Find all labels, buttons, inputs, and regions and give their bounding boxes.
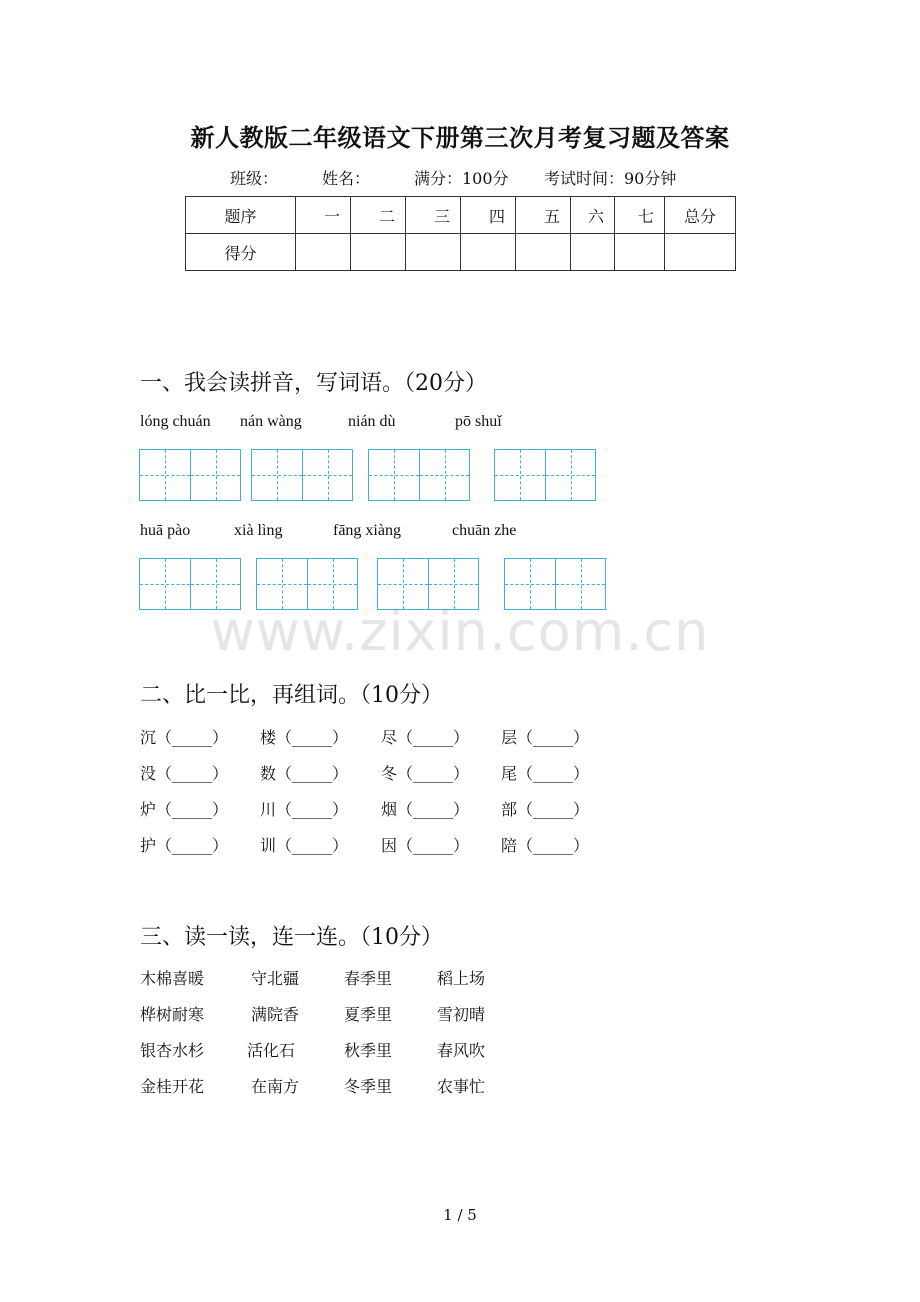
match-item: 冬季里 bbox=[344, 1077, 393, 1096]
match-item: 秋季里 bbox=[344, 1041, 393, 1060]
pinyin-label: lóng chuán bbox=[140, 413, 211, 430]
match-item: 桦树耐寒 bbox=[140, 1005, 205, 1024]
match-item: 金桂开花 bbox=[140, 1077, 205, 1096]
score-entry-cell[interactable] bbox=[571, 234, 615, 271]
name-label: 姓名： bbox=[322, 169, 371, 188]
score-entry-cell[interactable] bbox=[665, 234, 736, 271]
score-header-cell: 二 bbox=[351, 197, 406, 234]
section1-heading: 一、我会读拼音，写词语。（20分） bbox=[140, 371, 487, 396]
score-entry-cell[interactable] bbox=[516, 234, 571, 271]
score-header-cell: 一 bbox=[296, 197, 351, 234]
score-header-cell: 四 bbox=[461, 197, 516, 234]
word-item: 层（_____） bbox=[501, 728, 590, 747]
word-item: 炉（_____） bbox=[140, 800, 229, 819]
match-item: 稻上场 bbox=[437, 969, 486, 988]
score-header-cell: 六 bbox=[571, 197, 615, 234]
score-entry-cell[interactable] bbox=[615, 234, 665, 271]
match-item: 雪初晴 bbox=[437, 1005, 486, 1024]
word-item: 部（_____） bbox=[501, 800, 590, 819]
pinyin-label: xià lìng bbox=[234, 522, 283, 539]
score-header-row bbox=[186, 197, 736, 234]
full-score: 满分：100分 bbox=[414, 169, 509, 188]
word-item: 烟（_____） bbox=[381, 800, 470, 819]
match-item: 在南方 bbox=[251, 1077, 300, 1096]
match-item: 满院香 bbox=[251, 1005, 300, 1024]
writing-grid[interactable] bbox=[139, 449, 241, 501]
word-item: 川（_____） bbox=[260, 800, 349, 819]
word-item: 没（_____） bbox=[140, 764, 229, 783]
match-item: 活化石 bbox=[247, 1041, 296, 1060]
score-entry-cell[interactable] bbox=[406, 234, 461, 271]
page-number: 1 / 5 bbox=[443, 1206, 477, 1224]
word-item: 因（_____） bbox=[381, 836, 470, 855]
score-header-cell: 三 bbox=[406, 197, 461, 234]
pinyin-label: nián dù bbox=[348, 413, 396, 430]
pinyin-label: nán wàng bbox=[240, 413, 302, 430]
match-item: 春季里 bbox=[344, 969, 393, 988]
word-item: 数（_____） bbox=[260, 764, 349, 783]
word-item: 护（_____） bbox=[140, 836, 229, 855]
match-item: 春风吹 bbox=[437, 1041, 486, 1060]
score-header-cell: 五 bbox=[516, 197, 571, 234]
score-header-cell: 总分 bbox=[665, 197, 736, 234]
match-item: 银杏水杉 bbox=[140, 1041, 205, 1060]
match-item: 农事忙 bbox=[437, 1077, 486, 1096]
word-item: 尾（_____） bbox=[501, 764, 590, 783]
score-table bbox=[185, 196, 736, 271]
match-item: 夏季里 bbox=[344, 1005, 393, 1024]
score-entry-cell[interactable] bbox=[296, 234, 351, 271]
match-item: 守北疆 bbox=[251, 969, 300, 988]
word-item: 训（_____） bbox=[260, 836, 349, 855]
page-title: 新人教版二年级语文下册第三次月考复习题及答案 bbox=[190, 123, 730, 152]
word-item: 楼（_____） bbox=[260, 728, 349, 747]
writing-grid[interactable] bbox=[251, 449, 353, 501]
word-item: 尽（_____） bbox=[381, 728, 470, 747]
word-item: 沉（_____） bbox=[140, 728, 229, 747]
word-item: 冬（_____） bbox=[381, 764, 470, 783]
section2-heading: 二、比一比，再组词。（10分） bbox=[140, 683, 443, 708]
pinyin-label: fāng xiàng bbox=[333, 522, 401, 539]
score-row-label: 得分 bbox=[186, 234, 296, 271]
score-header-cell: 题序 bbox=[186, 197, 296, 234]
score-header-cell: 七 bbox=[615, 197, 665, 234]
score-entry-cell[interactable] bbox=[461, 234, 516, 271]
word-item: 陪（_____） bbox=[501, 836, 590, 855]
exam-time: 考试时间：90分钟 bbox=[544, 169, 677, 188]
score-entry-cell[interactable] bbox=[351, 234, 406, 271]
watermark: www.zixin.com.cn bbox=[210, 600, 710, 663]
writing-grid[interactable] bbox=[494, 449, 596, 501]
class-label: 班级： bbox=[230, 169, 279, 188]
pinyin-label: huā pào bbox=[140, 522, 191, 539]
match-item: 木棉喜暖 bbox=[140, 969, 205, 988]
pinyin-label: chuān zhe bbox=[452, 522, 517, 539]
writing-grid[interactable] bbox=[368, 449, 470, 501]
section3-heading: 三、读一读，连一连。（10分） bbox=[140, 925, 443, 950]
pinyin-label: pō shuǐ bbox=[455, 413, 502, 430]
score-entry-row bbox=[186, 234, 736, 271]
